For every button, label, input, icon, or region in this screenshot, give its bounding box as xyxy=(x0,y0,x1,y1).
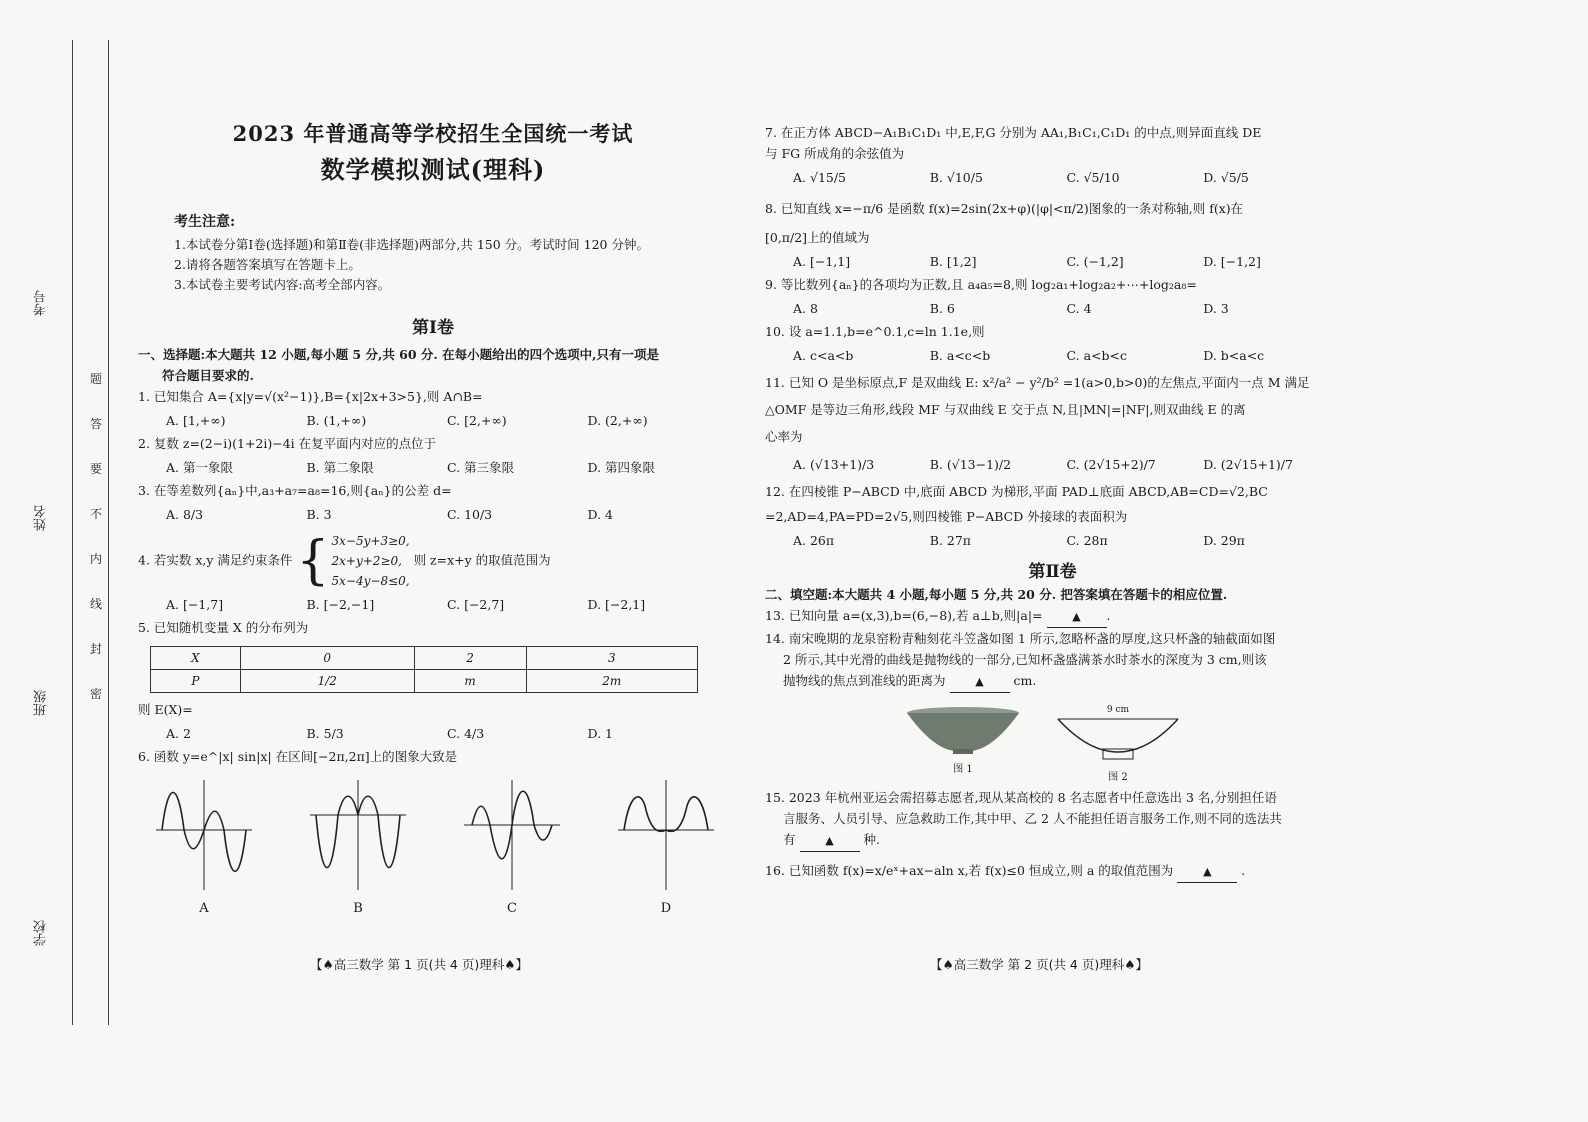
graph-label: C xyxy=(507,901,517,916)
option[interactable]: B. (1,+∞) xyxy=(306,413,367,428)
question-8: 8. 已知直线 x=−π/6 是函数 f(x)=2sin(2x+φ)(|φ|<π/2)图象的一条对称轴,则 f(x)在 xyxy=(765,201,1244,216)
notice-item: 2.请将各题答案填写在答题卡上。 xyxy=(174,257,361,272)
footer-left: 【♠高三数学 第 1 页(共 4 页)理科♠】 xyxy=(310,957,528,972)
seal-char: 封 xyxy=(90,642,103,656)
option[interactable]: A. 8/3 xyxy=(166,507,204,522)
question-13-text: 13. 已知向量 a=(x,3),b=(6,−8),若 a⊥b,则|a|= xyxy=(765,608,1043,623)
bowl-cross-section-icon xyxy=(1053,715,1183,765)
seal-char: 要 xyxy=(90,462,103,476)
constraint-line: 2x+y+2≥0, xyxy=(331,554,402,568)
graph-label: B xyxy=(353,901,363,916)
option[interactable]: C. (2√15+2)/7 xyxy=(1066,457,1156,472)
option[interactable]: C. (−1,2] xyxy=(1066,254,1124,269)
seal-char: 题 xyxy=(90,372,103,386)
exam-subtitle: 数学模拟测试(理科) xyxy=(320,155,546,184)
option[interactable]: D. (2√15+1)/7 xyxy=(1203,457,1293,472)
seal-char: 不 xyxy=(90,507,103,521)
function-graph xyxy=(154,775,254,895)
question-16-end: . xyxy=(1241,863,1246,878)
constraint-line: 3x−5y+3≥0, xyxy=(331,534,410,548)
section2-heading: 二、填空题:本大题共 4 小题,每小题 5 分,共 20 分. 把答案填在答题卡的相应位置. xyxy=(765,587,1228,602)
question-6-graphs xyxy=(148,775,722,916)
figure-2 xyxy=(1053,705,1183,783)
question-8-options xyxy=(793,252,1340,272)
constraint-line: 5x−4y−8≤0, xyxy=(331,574,410,588)
option[interactable]: A. c<a<b xyxy=(793,348,854,363)
left-column xyxy=(138,100,728,916)
figure-1 xyxy=(903,705,1023,783)
table-cell: X xyxy=(151,647,241,670)
option[interactable]: A. 第一象限 xyxy=(166,460,233,475)
question-9-options xyxy=(793,299,1340,319)
table-cell: 1/2 xyxy=(240,670,414,693)
question-10-options xyxy=(793,346,1340,366)
part2-title: 第Ⅱ卷 xyxy=(1028,562,1077,582)
binding-strip xyxy=(34,40,115,1025)
figure-caption: 图 2 xyxy=(1108,772,1128,783)
option[interactable]: D. 3 xyxy=(1203,301,1229,316)
option[interactable]: D. [−1,2] xyxy=(1203,254,1261,269)
table-cell: P xyxy=(151,670,241,693)
option[interactable]: A. √15/5 xyxy=(793,170,847,185)
option[interactable]: B. (√13−1)/2 xyxy=(929,457,1012,472)
answer-blank[interactable]: ▲ xyxy=(1047,606,1107,628)
option[interactable]: D. √5/5 xyxy=(1203,170,1249,185)
option[interactable]: C. 第三象限 xyxy=(447,460,515,475)
question-7-cont: 与 FG 所成角的余弦值为 xyxy=(765,146,905,161)
option[interactable]: C. √5/10 xyxy=(1066,170,1120,185)
graph-label: A xyxy=(199,901,209,916)
table-row xyxy=(151,647,698,670)
option[interactable]: D. b<a<c xyxy=(1203,348,1265,363)
seal-char: 内 xyxy=(90,552,103,566)
question-5-options xyxy=(166,724,728,744)
section1-heading: 一、选择题:本大题共 12 小题,每小题 5 分,共 60 分. 在每小题给出的四个选项中,只有一项是 xyxy=(138,347,659,362)
question-4-options xyxy=(166,595,728,615)
question-3-options xyxy=(166,505,728,525)
graph-option-b[interactable] xyxy=(302,775,414,916)
option[interactable]: C. 4 xyxy=(1066,301,1092,316)
option[interactable]: D. 4 xyxy=(587,507,613,522)
answer-blank[interactable]: ▲ xyxy=(1177,861,1237,883)
question-11: 11. 已知 O 是坐标原点,F 是双曲线 E: x²/a² − y²/b² =1(a>0,b>0)的左焦点,平面内一点 M 满足 xyxy=(765,375,1310,390)
option[interactable]: A. (√13+1)/3 xyxy=(793,457,875,472)
question-5-tail: 则 E(X)= xyxy=(138,702,193,717)
constraint-system xyxy=(296,531,409,591)
question-2-options xyxy=(166,458,728,478)
option[interactable]: C. 4/3 xyxy=(447,726,485,741)
question-15-cont: 言服务、人员引导、应急救助工作,其中甲、乙 2 人不能担任语言服务工作,则不同的选法共 xyxy=(783,811,1282,826)
option[interactable]: B. a<c<b xyxy=(929,348,991,363)
question-3: 3. 在等差数列{aₙ}中,a₃+a₇=a₈=16,则{aₙ}的公差 d= xyxy=(138,483,452,498)
option[interactable]: C. [2,+∞) xyxy=(447,413,507,428)
option[interactable]: A. 2 xyxy=(166,726,191,741)
option[interactable]: B. [1,2] xyxy=(929,254,977,269)
field-school: 学校 xyxy=(34,920,49,946)
question-4 xyxy=(138,531,728,591)
seal-char: 线 xyxy=(90,597,103,611)
question-14-cont2 xyxy=(783,670,1340,693)
bowl-photo-icon xyxy=(903,705,1023,757)
part1-title: 第Ⅰ卷 xyxy=(412,318,454,338)
question-14-text: 抛物线的焦点到准线的距离为 xyxy=(783,673,946,688)
binding-line-inner xyxy=(108,40,109,1025)
option[interactable]: A. [1,+∞) xyxy=(166,413,226,428)
option[interactable]: C. 10/3 xyxy=(447,507,493,522)
answer-blank[interactable]: ▲ xyxy=(950,671,1010,693)
field-class: 班级 xyxy=(34,690,49,716)
notice-heading: 考生注意: xyxy=(174,214,236,230)
question-4-prefix: 4. 若实数 x,y 满足约束条件 xyxy=(138,552,293,568)
notice-item: 1.本试卷分第Ⅰ卷(选择题)和第Ⅱ卷(非选择题)两部分,共 150 分。考试时间 120 分钟。 xyxy=(174,237,649,252)
distribution-table xyxy=(150,646,698,693)
graph-label: D xyxy=(660,901,672,916)
option[interactable]: B. 6 xyxy=(929,301,955,316)
notice-item: 3.本试卷主要考试内容:高考全部内容。 xyxy=(174,277,391,292)
question-12: 12. 在四棱锥 P−ABCD 中,底面 ABCD 为梯形,平面 PAD⊥底面 ABCD,AB=CD=√2,BC xyxy=(765,484,1268,499)
question-16 xyxy=(765,860,1340,883)
question-1: 1. 已知集合 A={x|y=√(x²−1)},B={x|2x+3>5},则 A∩B= xyxy=(138,389,483,404)
function-graph xyxy=(616,775,716,895)
option[interactable]: A. [−1,1] xyxy=(793,254,851,269)
question-4-suffix: 则 z=x+y 的取值范围为 xyxy=(413,552,551,568)
question-7-options xyxy=(793,168,1340,188)
footer-right: 【♠高三数学 第 2 页(共 4 页)理科♠】 xyxy=(930,957,1148,972)
question-6: 6. 函数 y=e^|x| sin|x| 在区间[−2π,2π]上的图象大致是 xyxy=(138,749,458,764)
table-cell: 2m xyxy=(526,670,697,693)
option[interactable]: D. 29π xyxy=(1203,533,1245,548)
option[interactable]: C. a<b<c xyxy=(1066,348,1127,363)
question-11-cont2: 心率为 xyxy=(765,429,803,444)
right-column xyxy=(765,122,1340,883)
question-14: 14. 南宋晚期的龙泉窑粉青釉刻花斗笠盏如图 1 所示,忽略杯盏的厚度,这只杯盏的轴截面如图 xyxy=(765,631,1276,646)
table-cell: 3 xyxy=(526,647,697,670)
option[interactable]: B. √10/5 xyxy=(929,170,983,185)
option[interactable]: D. 1 xyxy=(587,726,613,741)
question-2: 2. 复数 z=(2−i)(1+2i)−4i 在复平面内对应的点位于 xyxy=(138,436,437,451)
question-15-cont2 xyxy=(783,829,1340,852)
seal-char: 答 xyxy=(90,417,103,431)
question-1-options xyxy=(166,411,728,431)
question-7: 7. 在正方体 ABCD−A₁B₁C₁D₁ 中,E,F,G 分别为 AA₁,B₁C₁,C₁D₁ 的中点,则异面直线 DE xyxy=(765,125,1262,140)
option[interactable]: B. 5/3 xyxy=(306,726,344,741)
option[interactable]: B. 27π xyxy=(929,533,972,548)
unit-label: cm. xyxy=(1013,673,1037,688)
figure-width-label: 9 cm xyxy=(1106,705,1130,715)
question-9: 9. 等比数列{aₙ}的各项均为正数,且 a₄a₅=8,则 log₂a₁+log₂a₂+⋯+log₂a₈= xyxy=(765,277,1197,292)
seal-char: 密 xyxy=(90,687,103,701)
table-cell: 2 xyxy=(414,647,526,670)
option[interactable]: A. [−1,7] xyxy=(166,597,224,612)
field-name: 姓名 xyxy=(34,505,49,531)
option[interactable]: D. [−2,1] xyxy=(587,597,646,612)
graph-option-d[interactable] xyxy=(610,775,722,916)
figure-caption: 图 1 xyxy=(953,764,973,775)
question-15: 15. 2023 年杭州亚运会需招募志愿者,现从某高校的 8 名志愿者中任意选出 3 名,分别担任语 xyxy=(765,790,1277,805)
graph-option-a[interactable] xyxy=(148,775,260,916)
option[interactable]: B. 3 xyxy=(306,507,332,522)
unit-label: 种. xyxy=(863,832,880,847)
question-14-cont: 2 所示,其中光滑的曲线是抛物线的一部分,已知杯盏盛满茶水时茶水的深度为 3 cm,则该 xyxy=(783,652,1267,667)
section1-heading-cont: 符合题目要求的. xyxy=(162,368,254,383)
question-8-cont: [0,π/2]上的值域为 xyxy=(765,230,870,245)
question-16-text: 16. 已知函数 f(x)=x/eˣ+ax−aln x,若 f(x)≤0 恒成立,则 a 的取值范围为 xyxy=(765,863,1174,878)
question-5: 5. 已知随机变量 X 的分布列为 xyxy=(138,620,309,635)
question-10: 10. 设 a=1.1,b=e^0.1,c=ln 1.1e,则 xyxy=(765,324,985,339)
function-graph xyxy=(462,775,562,895)
question-12-cont: =2,AD=4,PA=PD=2√5,则四棱锥 P−ABCD 外接球的表面积为 xyxy=(765,509,1128,524)
table-row xyxy=(151,670,698,693)
option[interactable]: D. (2,+∞) xyxy=(587,413,648,428)
option[interactable]: C. 28π xyxy=(1066,533,1108,548)
binding-line-outer xyxy=(72,40,73,1025)
function-graph xyxy=(308,775,408,895)
option[interactable]: A. 26π xyxy=(793,533,835,548)
question-11-options xyxy=(793,455,1340,475)
question-13: 13. 已知向量 a=(x,3),b=(6,−8),若 a⊥b,则|a|= ▲ . xyxy=(765,605,1340,628)
answer-blank[interactable]: ▲ xyxy=(800,830,860,852)
question-11-cont: △OMF 是等边三角形,线段 MF 与双曲线 E 交于点 N,且|MN|=|NF|,则双曲线 E 的离 xyxy=(765,402,1246,417)
option[interactable]: C. [−2,7] xyxy=(447,597,505,612)
brace-icon: { xyxy=(296,531,330,591)
field-exam-number: 考号 xyxy=(34,290,49,316)
exam-title: 2023 年普通高等学校招生全国统一考试 xyxy=(232,121,634,146)
question-12-options xyxy=(793,531,1340,551)
question-15-text: 有 xyxy=(783,832,796,847)
table-cell: m xyxy=(414,670,526,693)
table-cell: 0 xyxy=(240,647,414,670)
option[interactable]: D. 第四象限 xyxy=(587,460,656,475)
option[interactable]: B. 第二象限 xyxy=(306,460,374,475)
option[interactable]: A. 8 xyxy=(793,301,818,316)
graph-option-c[interactable] xyxy=(456,775,568,916)
option[interactable]: B. [−2,−1] xyxy=(306,597,375,612)
bowl-figures xyxy=(903,705,1340,783)
